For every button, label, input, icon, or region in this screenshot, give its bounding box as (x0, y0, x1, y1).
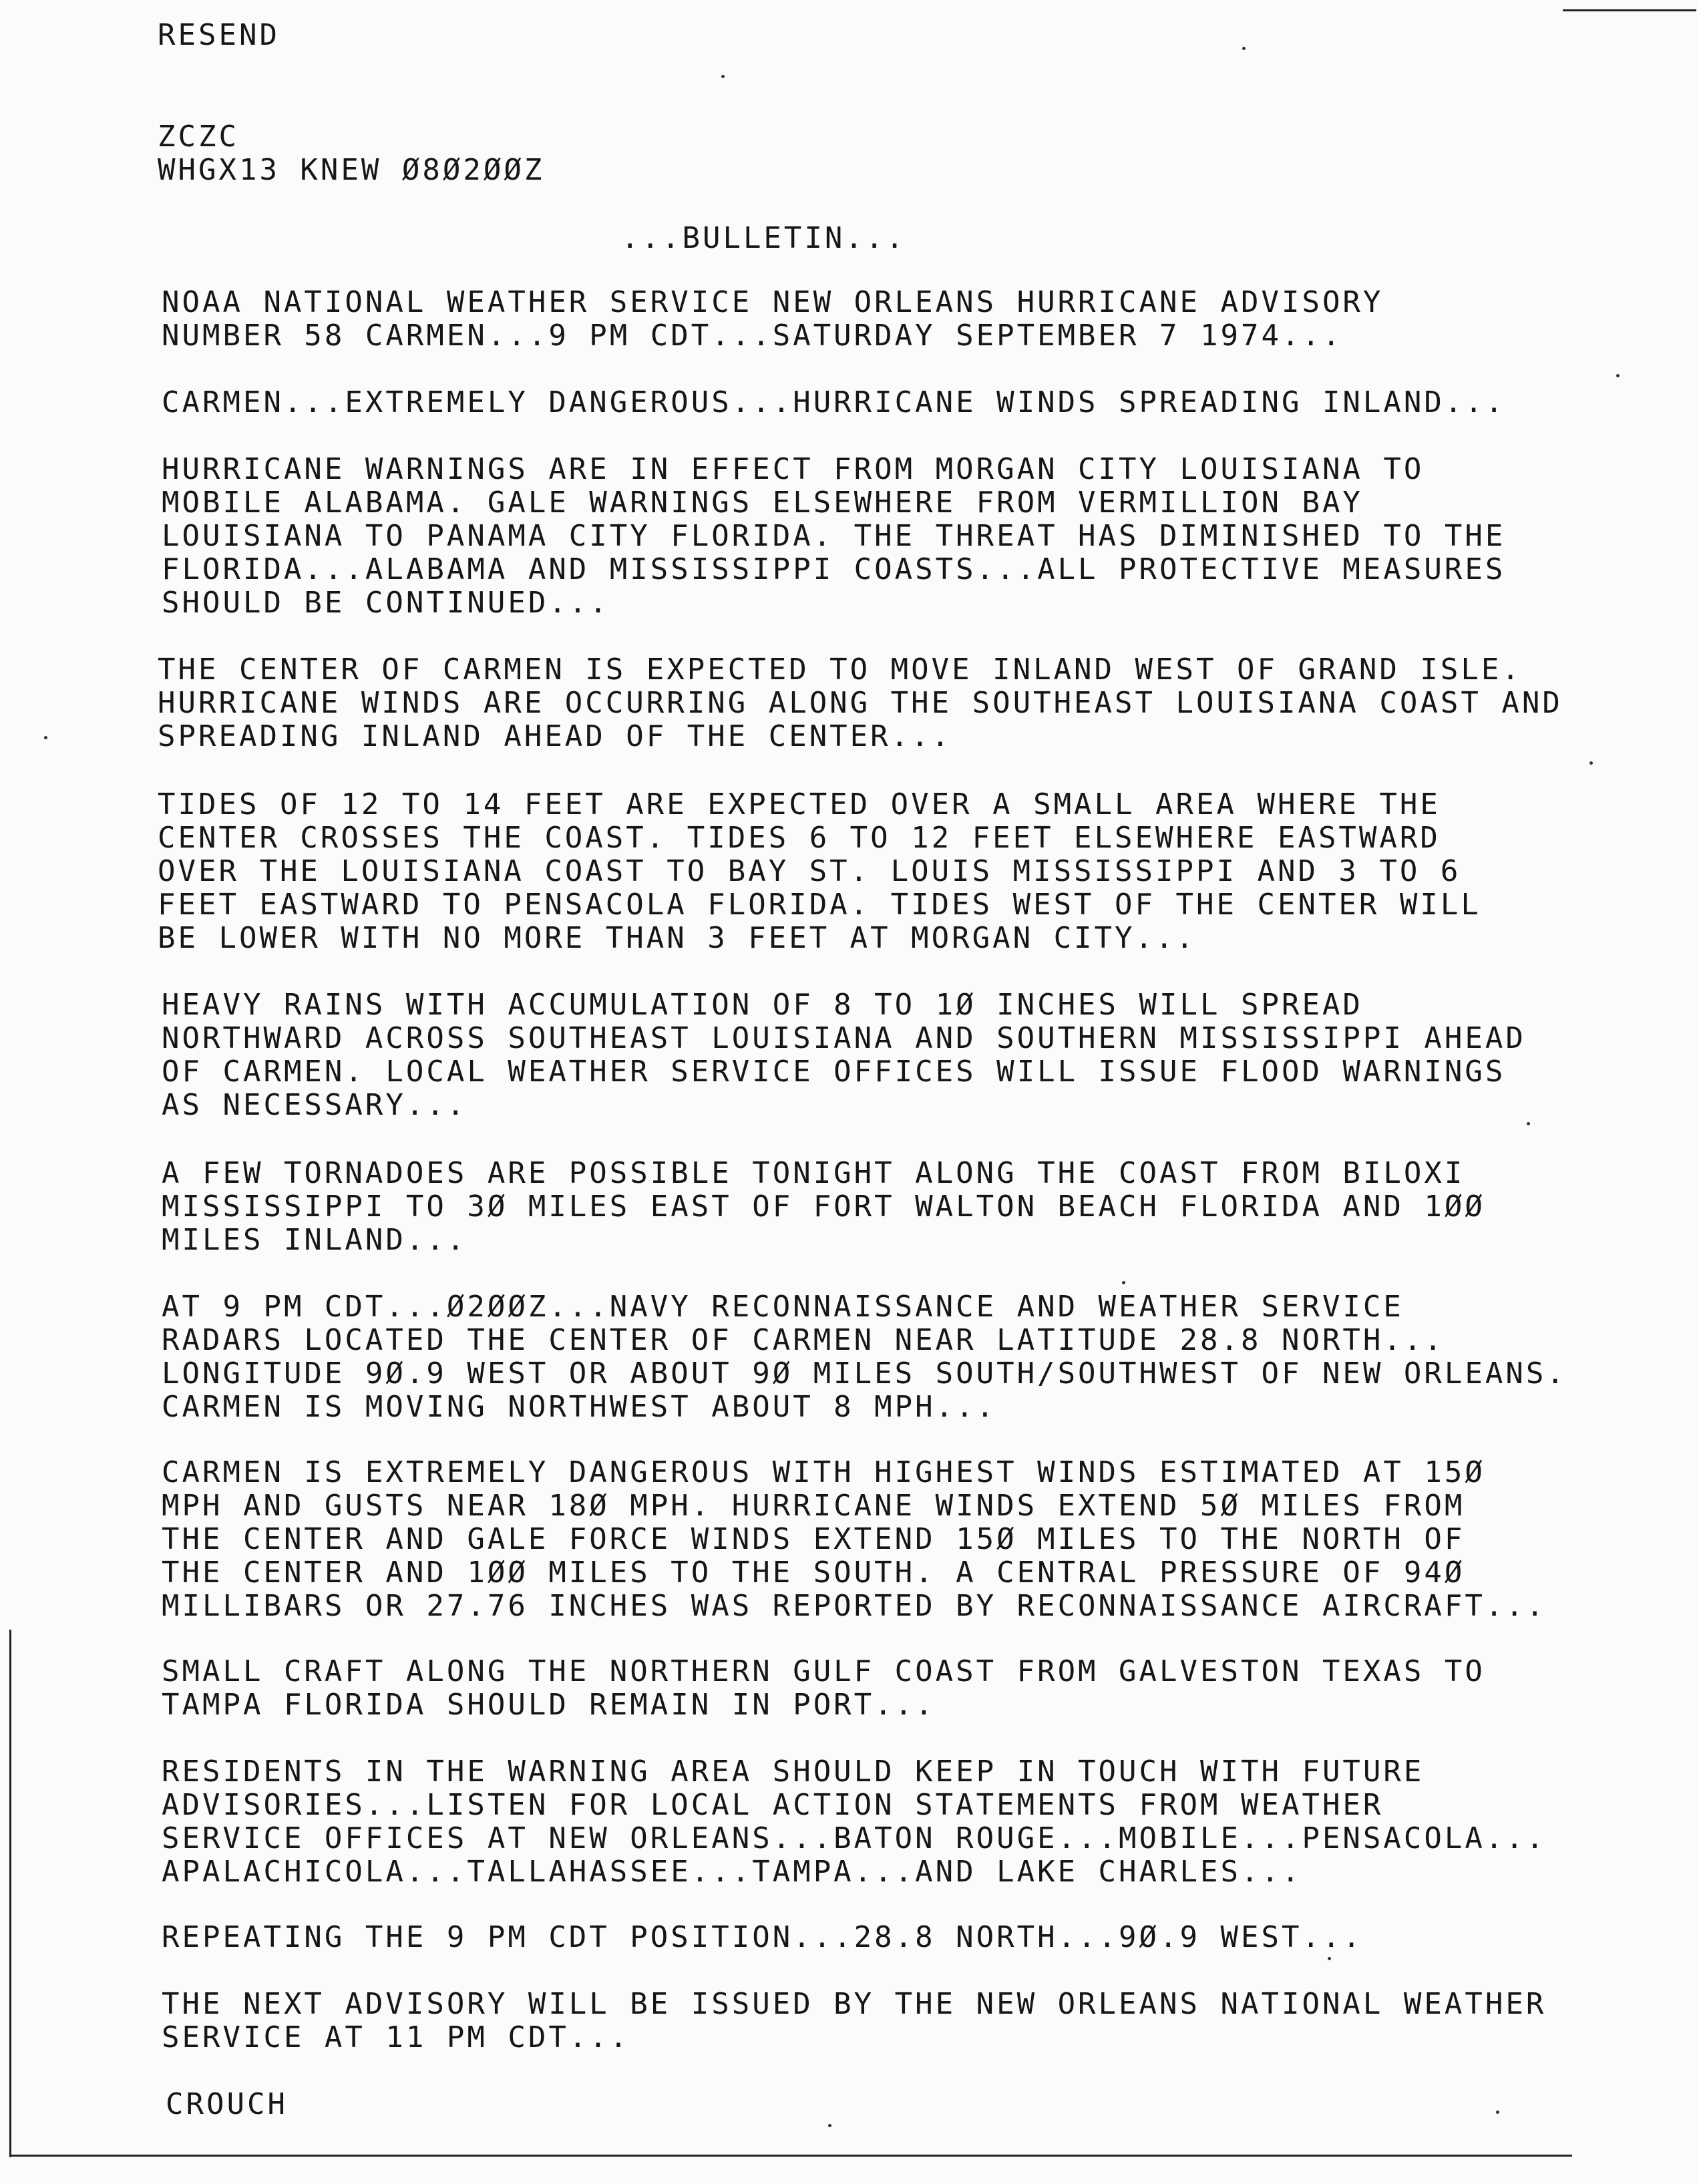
scan-edge-line (1563, 9, 1696, 11)
paragraph-position: AT 9 PM CDT...Ø2ØØZ...NAVY RECONNAISSANCE AND WEATHER SERVICE RADARS LOCATED THE CENTER OF CARMEN NEAR LATITUDE 28.8 NORTH... LONGITUDE 9Ø.9 WEST OR ABOUT 9Ø MILES SOUTH/SOUTHWEST OF NEW ORLEANS. CARMEN IS MOVING NORTHWEST ABOUT 8 MPH... (162, 1290, 1567, 1424)
scan-speck (1589, 761, 1593, 765)
scan-edge-line (9, 2155, 1572, 2157)
resend-label: RESEND (158, 18, 280, 52)
signature: CROUCH (166, 2087, 288, 2121)
paragraph-rains: HEAVY RAINS WITH ACCUMULATION OF 8 TO 1Ø INCHES WILL SPREAD NORTHWARD ACROSS SOUTHEAST LOUISIANA AND SOUTHERN MISSISSIPPI AHEAD OF CARMEN. LOCAL WEATHER SERVICE OFFICES WILL ISSUE FLOOD WARNINGS AS NECESSARY... (162, 988, 1526, 1122)
advisory-heading: NOAA NATIONAL WEATHER SERVICE NEW ORLEANS HURRICANE ADVISORY NUMBER 58 CARMEN...9 PM CDT...SATURDAY SEPTEMBER 7 1974... (162, 285, 1384, 353)
paragraph-next-advisory: THE NEXT ADVISORY WILL BE ISSUED BY THE NEW ORLEANS NATIONAL WEATHER SERVICE AT 11 PM CDT... (162, 1987, 1547, 2054)
scan-speck (1242, 47, 1246, 50)
scan-speck (1527, 1122, 1530, 1125)
scan-speck (44, 736, 47, 739)
routing-line-2: WHGX13 KNEW Ø8Ø2ØØZ (158, 153, 545, 187)
paragraph-warnings: HURRICANE WARNINGS ARE IN EFFECT FROM MORGAN CITY LOUISIANA TO MOBILE ALABAMA. GALE WARNINGS ELSEWHERE FROM VERMILLION BAY LOUISIANA TO PANAMA CITY FLORIDA. THE THREAT HAS DIMINISHED TO THE FLORIDA...ALABAMA AND MISSISSIPPI COASTS...ALL PROTECTIVE MEASURES SHOULD BE CONTINUED... (162, 452, 1506, 620)
scan-speck (1328, 1957, 1331, 1960)
paragraph-small-craft: SMALL CRAFT ALONG THE NORTHERN GULF COAST FROM GALVESTON TEXAS TO TAMPA FLORIDA SHOULD REMAIN IN PORT... (162, 1654, 1485, 1722)
paragraph-repeat-position: REPEATING THE 9 PM CDT POSITION...28.8 NORTH...9Ø.9 WEST... (162, 1920, 1363, 1954)
scan-speck (1122, 1281, 1125, 1284)
bulletin-title: ...BULLETIN... (621, 221, 906, 255)
scan-edge-line (9, 1630, 11, 2157)
scan-speck (1496, 2111, 1499, 2114)
scan-speck (828, 2124, 831, 2127)
paragraph-summary: CARMEN...EXTREMELY DANGEROUS...HURRICANE WINDS SPREADING INLAND... (162, 385, 1506, 419)
paragraph-residents: RESIDENTS IN THE WARNING AREA SHOULD KEEP IN TOUCH WITH FUTURE ADVISORIES...LISTEN FOR LOCAL ACTION STATEMENTS FROM WEATHER SERVICE OFFICES AT NEW ORLEANS...BATON ROUGE...MOBILE...PENSACOLA... APALACHICOLA...TALLAHASSEE...TAMPA...AND LAKE CHARLES... (162, 1755, 1547, 1889)
routing-line-1: ZCZC (158, 120, 239, 154)
paragraph-intensity: CARMEN IS EXTREMELY DANGEROUS WITH HIGHEST WINDS ESTIMATED AT 15Ø MPH AND GUSTS NEAR 18Ø MPH. HURRICANE WINDS EXTEND 5Ø MILES FROM THE CENTER AND GALE FORCE WINDS EXTEND 15Ø MILES TO THE NORTH OF THE CENTER AND 1ØØ MILES TO THE SOUTH. A CENTRAL PRESSURE OF 94Ø MILLIBARS OR 27.76 INCHES WAS REPORTED BY RECONNAISSANCE AIRCRAFT... (162, 1455, 1547, 1623)
scan-speck (721, 75, 725, 78)
paragraph-tides: TIDES OF 12 TO 14 FEET ARE EXPECTED OVER A SMALL AREA WHERE THE CENTER CROSSES THE COAST. TIDES 6 TO 12 FEET ELSEWHERE EASTWARD OVER THE LOUISIANA COAST TO BAY ST. LOUIS MISSISSIPPI AND 3 TO 6 FEET EASTWARD TO PENSACOLA FLORIDA. TIDES WEST OF THE CENTER WILL BE LOWER WITH NO MORE THAN 3 FEET AT MORGAN CITY... (158, 787, 1481, 955)
paragraph-center: THE CENTER OF CARMEN IS EXPECTED TO MOVE INLAND WEST OF GRAND ISLE. HURRICANE WINDS ARE OCCURRING ALONG THE SOUTHEAST LOUISIANA COAST AND SPREADING INLAND AHEAD OF THE CENTER... (158, 653, 1563, 753)
paragraph-tornadoes: A FEW TORNADOES ARE POSSIBLE TONIGHT ALONG THE COAST FROM BILOXI MISSISSIPPI TO 3Ø MILES EAST OF FORT WALTON BEACH FLORIDA AND 1ØØ MILES INLAND... (162, 1156, 1485, 1257)
scan-speck (1616, 374, 1620, 377)
